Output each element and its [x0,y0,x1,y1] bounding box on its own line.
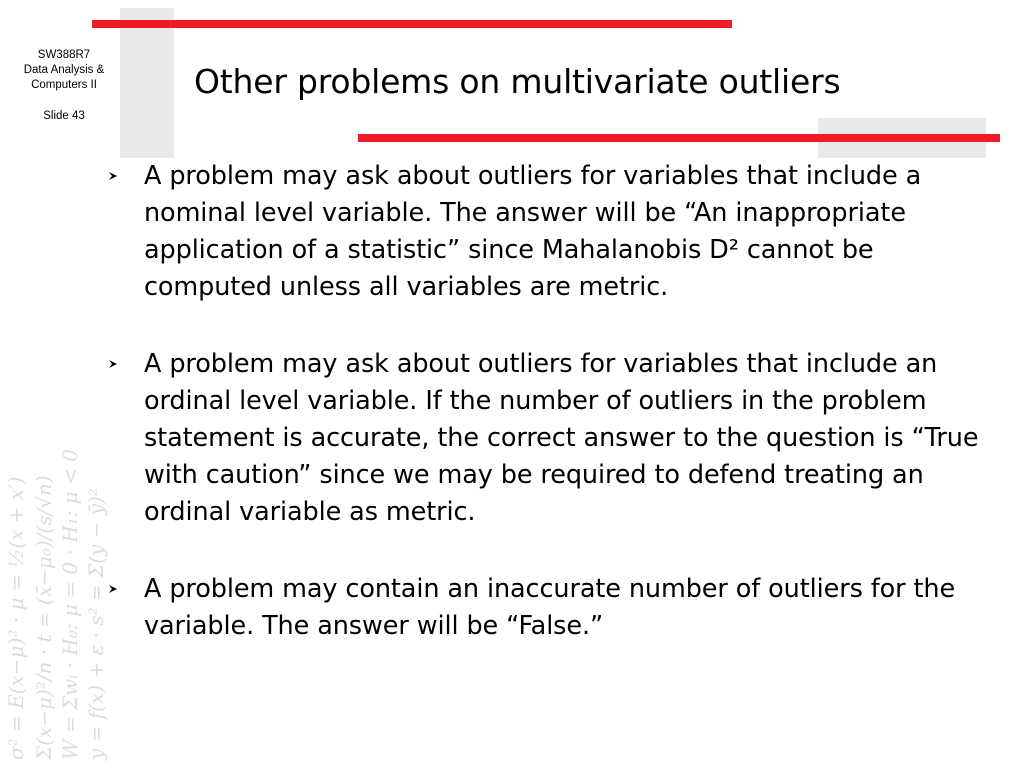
arrow-bullet-icon [108,584,118,594]
bullet-item [108,571,988,645]
slide-title: Other problems on multivariate outliers [194,62,841,101]
slide-number: Slide 43 [43,109,85,122]
bullet-text: A problem may contain an inaccurate number of outliers for the variable. The answer will be “False.” [144,574,956,641]
bullet-item [108,346,988,531]
course-name-line1: Data Analysis & [23,63,105,76]
bullet-item [108,158,988,306]
course-label [8,48,120,124]
formula-watermark: σ² = E(x−μ)² · μ = ½(x + x′) Σ(x−μ)²/n · t = (x̄−μ₀)/(s/√n) W = Σwᵢ · H₀: μ = 0 · H₁: μ < 0 y = f(x) + ε · s² = Σ(y − ȳ)² [4,449,108,760]
left-grey-strip [120,8,174,158]
top-red-bar [92,20,732,28]
arrow-bullet-icon [108,359,118,369]
bullet-list [108,158,988,685]
bullet-text: A problem may ask about outliers for variables that include a nominal level variable. The answer will be “An inappropriate application of a statistic” since Mahalanobis D² cannot be computed unless all variables are metric. [144,161,922,302]
bullet-text: A problem may ask about outliers for variables that include an ordinal level variable. If the number of outliers in the problem statement is accurate, the correct answer to the question is “True with caution” since we may be required to defend treating an ordinal variable as metric. [144,349,979,527]
arrow-bullet-icon [108,171,118,181]
course-code: SW388R7 [37,49,91,61]
course-name-line2: Computers II [31,78,97,91]
right-red-bar [358,134,1000,142]
